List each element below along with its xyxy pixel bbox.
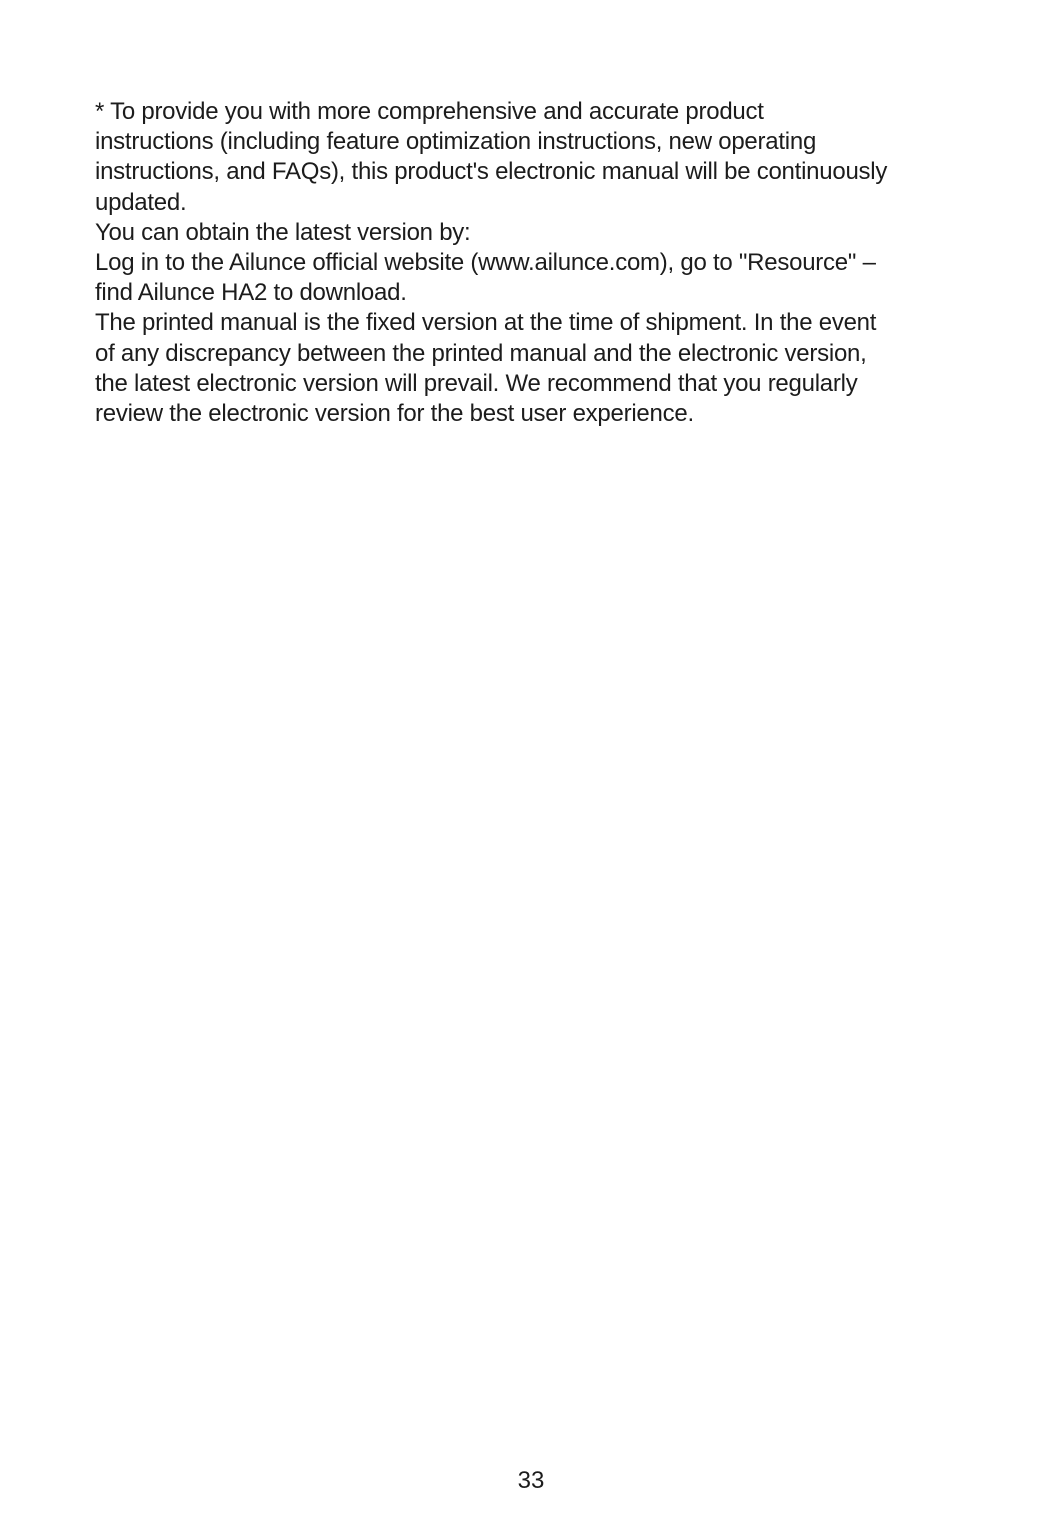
manual-text-line: review the electronic version for the best user experience. — [95, 400, 694, 428]
manual-text-line: Log in to the Ailunce official website (www.ailunce.com), go to "Resource" – — [95, 249, 876, 277]
page-number: 33 — [517, 1467, 545, 1494]
manual-text-line: instructions, and FAQs), this product's electronic manual will be continuously — [95, 158, 888, 186]
manual-text-line: The printed manual is the fixed version at the time of shipment. In the event — [95, 309, 877, 337]
manual-text-line: of any discrepancy between the printed manual and the electronic version, — [95, 339, 867, 367]
manual-text-line: * To provide you with more comprehensive and accurate product — [95, 98, 764, 125]
manual-text-line: instructions (including feature optimization instructions, new operating — [95, 128, 817, 156]
manual-text-line: find Ailunce HA2 to download. — [95, 279, 407, 307]
manual-text-block — [95, 97, 995, 429]
manual-text-line: You can obtain the latest version by: — [95, 218, 471, 246]
manual-text-line: updated. — [95, 188, 187, 216]
manual-text-line: the latest electronic version will prevail. We recommend that you regularly — [95, 369, 858, 397]
